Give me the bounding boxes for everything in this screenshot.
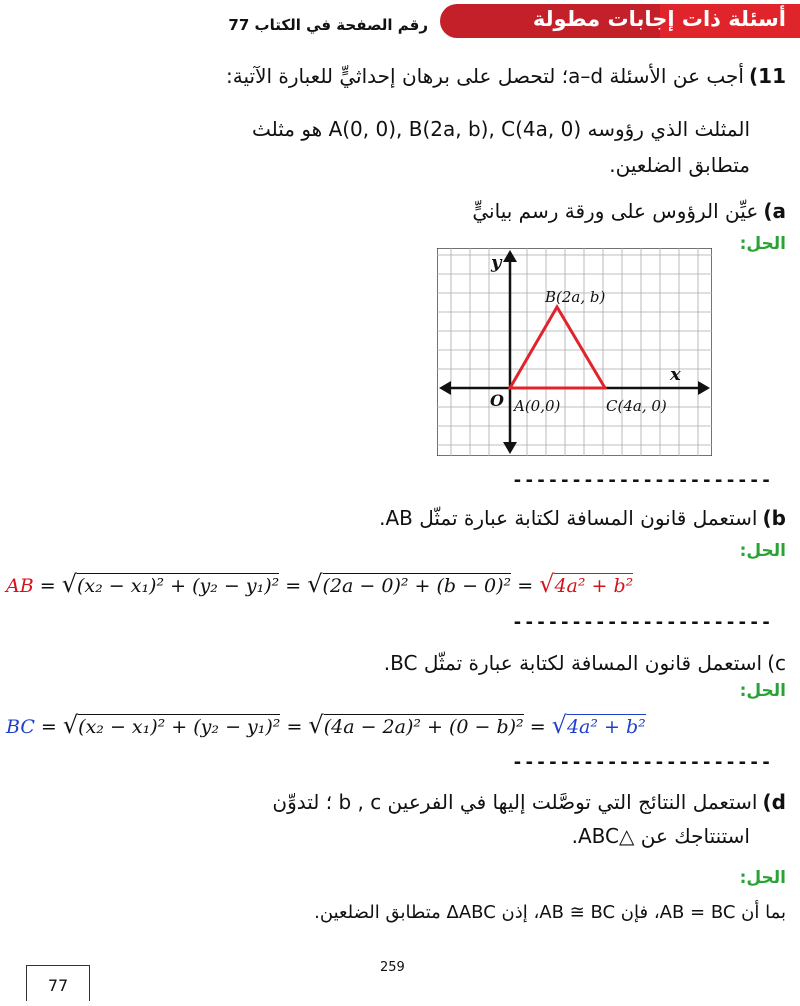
part-c-label: c) [767, 651, 786, 675]
part-b-text: استعمل قانون المسافة لكتابة عبارة تمثّل AB. [379, 506, 758, 530]
part-d-text-line-1: استعمل النتائج التي توصَّلت إليها في الفرعين b , c ؛ لتدوِّن [272, 790, 758, 814]
question-intro: أجب عن الأسئلة a–d؛ لتحصل على برهان إحداثيٍّ للعبارة الآتية: [226, 64, 744, 88]
part-b-solution-label: الحل: [739, 541, 786, 561]
vertex-c-label: C(4a, 0) [606, 397, 667, 415]
bc-distance-equation: BC = √(x₂ − x₁)² + (y₂ − y₁)² = √(4a − 2a)² + (0 − b)² = √4a² + b² [6, 711, 646, 739]
y-axis-label: y [491, 252, 502, 273]
separator-2: ---------------------- [512, 612, 773, 633]
statement-line-1: المثلث الذي رؤوسه A(0, 0), B(2a, b), C(4a, 0) هو مثلث [251, 117, 750, 141]
part-b [26, 506, 786, 530]
vertex-b-label: B(2a, b) [545, 288, 606, 306]
question-11 [26, 64, 786, 88]
part-c-solution-label: الحل: [739, 681, 786, 701]
separator-1: ---------------------- [512, 470, 773, 491]
part-d-text-line-2: استنتاجك عن △ABC. [571, 824, 750, 848]
ab-result: 4a² + b² [554, 575, 634, 597]
part-a-text: عيِّن الرؤوس على ورقة رسم بيانيٍّ [472, 199, 759, 223]
part-c [26, 651, 786, 675]
part-a [26, 199, 786, 223]
statement-line-2: متطابق الضلعين. [609, 153, 750, 177]
part-d-label: d) [762, 790, 786, 814]
bc-substituted: (4a − 2a)² + (0 − b)² [323, 716, 524, 738]
ab-lhs: AB [6, 575, 34, 597]
part-d-conclusion: بما أن AB = BC، فإن AB ≅ BC، إذن ΔABC متطابق الضلعين. [314, 902, 786, 923]
part-d [26, 790, 786, 814]
bc-lhs: BC [6, 716, 35, 738]
part-a-solution-label: الحل: [739, 234, 786, 254]
x-axis-label: x [670, 364, 681, 385]
part-b-label: b) [762, 506, 786, 530]
bc-result: 4a² + b² [566, 716, 646, 738]
part-a-label: a) [763, 199, 786, 223]
bc-general-formula: (x₂ − x₁)² + (y₂ − y₁)² [78, 716, 281, 738]
part-c-text: استعمل قانون المسافة لكتابة عبارة تمثّل BC. [383, 651, 763, 675]
ab-substituted: (2a − 0)² + (b − 0)² [322, 575, 512, 597]
page-number: 259 [380, 960, 405, 975]
part-d-solution-label: الحل: [739, 868, 786, 888]
question-number: 11) [749, 64, 786, 88]
section-title: أسئلة ذات إجابات مطولة [532, 7, 786, 31]
book-page-box: 77 [26, 965, 90, 1001]
origin-label: O [490, 391, 504, 410]
ab-distance-equation: AB = √(x₂ − x₁)² + (y₂ − y₁)² = √(2a − 0)² + (b − 0)² = √4a² + b² [6, 570, 634, 598]
ab-general-formula: (x₂ − x₁)² + (y₂ − y₁)² [76, 575, 280, 597]
vertex-a-label: A(0,0) [514, 397, 561, 415]
separator-3: ---------------------- [512, 752, 773, 773]
coordinate-graph [437, 248, 712, 456]
book-page-label: رقم الصفحة في الكتاب 77 [228, 16, 428, 34]
